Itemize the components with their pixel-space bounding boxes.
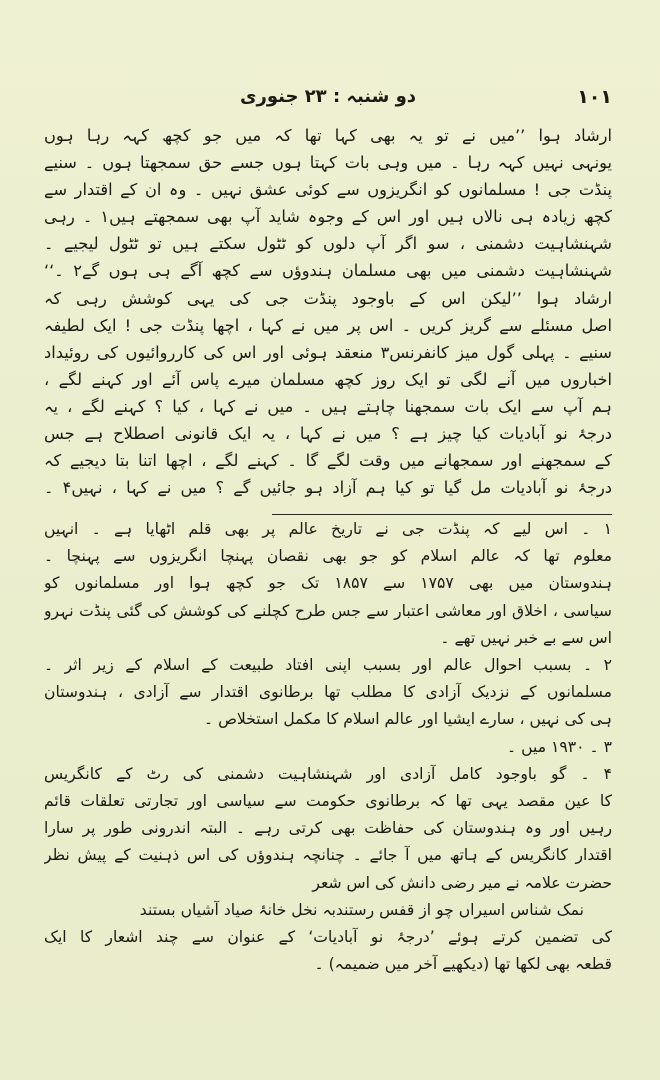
footnote-line: سیاسی ، اخلاق اور معاشی اعتبار سے جس طرح کچلنے کی کوشش کی گئی پنڈت نہرو (44, 601, 612, 620)
footnote-line: ہندوستان میں بھی ۱۷۵۷ سے ۱۸۵۷ تک جو کچھ ہوا اور مسلمانوں کو (44, 574, 612, 593)
footnote-line: معلوم تھا کہ عالم اسلام کو جو بھی نقصان پہنچا انگریزوں سے پہنچا ۔ (44, 547, 612, 566)
text-line: درجۂ نو آبادیات کیا چیز ہے ؟ میں نے کہا ، یہ ایک قانونی اصطلاح ہے جس (44, 424, 612, 444)
footnote-line: ۲ ۔ بسبب احوال عالم اور بسبب اپنی افتاد طبیعت کے اسلام کے زیر اثر ۔ (44, 656, 612, 675)
paragraph-2 (44, 285, 612, 502)
page-header (44, 86, 612, 110)
text-line: ارشاد ہوا ’’میں نے تو یہ بھی کہا تھا کہ میں جو کچھ کہہ رہا ہوں (44, 126, 612, 145)
footnote-divider (272, 514, 612, 515)
text-line: پنڈت جی ! مسلمانوں کو انگریزوں سے کوئی عشق نہیں ۔ وہ ان کے اقتدار سے (44, 180, 612, 200)
text-line: ہم آپ سے ایک بات سمجھنا چاہتے ہیں ۔ میں نے کہا ، کیا ؟ کہنے لگے ، یہ (44, 396, 612, 416)
running-title: دو شنبہ : ۲۳ جنوری (239, 86, 417, 107)
footnote-4-closing (44, 924, 612, 978)
verse-first-hemistich: نمک شناس اسیراں چو از قفس رستند (335, 900, 584, 919)
text-line: کچھ زیادہ ہی نالاں ہیں اور اس کے وجوہ شاید آپ بھی سمجھتے ہیں۱ ۔ رہی (44, 207, 612, 227)
footnote-4 (44, 761, 612, 897)
footnote-line: مسلمانوں کے نزدیک آزادی کا مطلب تھا برطانوی اقتدار سے آزادی ، ہندوستان (44, 683, 612, 702)
text-line: یونہی نہیں کہہ رہا ۔ میں وہی بات کہتا ہوں جسے حق سمجھتا ہوں ۔ سنیے (44, 153, 612, 173)
footnote-1 (44, 516, 612, 652)
footnote-line: ۱ ۔ اس لیے کہ پنڈت جی نے تاریخ عالم پر بھی قلم اٹھایا ہے ۔ انہیں (44, 520, 612, 538)
footnote-line: حضرت علامہ نے میر رضی دانش کی اس شعر (312, 873, 612, 892)
footnote-line: اس سے بے خبر نہیں تھے ۔ (440, 628, 612, 647)
footnote-line: کا عین مقصد یہی تھا کہ برطانوی حکومت سے سیاسی اور تجارتی تعلقات قائم (44, 792, 612, 811)
footnote-line: رہیں اور وہ ہندوستان کی حفاظت بھی کرتی رہے ۔ البتہ اندرونی طور پر سارا (44, 819, 612, 838)
text-line: ارشاد ہوا ’’لیکن اس کے باوجود پنڈت جی کی یہی کوشش رہی کہ (44, 288, 612, 308)
persian-verse (44, 897, 612, 924)
footnote-line: ۴ ۔ گو باوجود کامل آزادی اور شہنشاہیت دشمنی کی رٹ کے کانگریس (44, 764, 612, 783)
footnotes (44, 516, 612, 978)
text-line: سنیے ۔ پہلی گول میز کانفرنس۳ منعقد ہوئی اور اس کی کارروائیوں کی روئیداد (44, 342, 612, 362)
footnote-line: قطعہ بھی لکھا تھا (دیکھیے آخر میں ضمیمہ) ۔ (314, 955, 612, 974)
text-line: اصل مسئلے سے گریز کریں ۔ اس پر میں نے کہا ، اچھا پنڈت جی ! ایک لطیفہ (44, 315, 612, 335)
footnote-line: ۳ ۔ ۱۹۳۰ میں ۔ (507, 737, 612, 756)
text-line: شہنشاہیت دشمنی میں بھی مسلمان ہندوؤں سے کچھ آگے ہی ہوں گے۲ ۔‘‘ (44, 261, 612, 281)
text-line: اخباروں میں آنے لگی تو ایک روز کچھ مسلمان میرے پاس آئے اور کہنے لگے ، (44, 369, 612, 389)
paragraph-1 (44, 122, 612, 285)
footnote-line: اقتدار کانگریس کے ہاتھ میں آ جائے ۔ چنانچہ ہندوؤں کی اس ذہنیت کے پیش نظر (44, 846, 612, 865)
text-line: کے سمجھنے اور سمجھانے میں وقت لگے گا ۔ کہنے لگے ، اچھا اتنا بتا دیجیے کہ (44, 451, 612, 471)
main-text (44, 122, 612, 501)
text-line: درجۂ نو آبادیات مل گیا تو کیا ہم آزاد ہو جائیں گے ؟ میں نے کہا ، نہیں۴ ۔ (44, 478, 612, 498)
footnote-line: ہی کی نہیں ، سارے ایشیا اور عالم اسلام کا مکمل استخلاص ۔ (203, 710, 612, 729)
footnote-line: کی تضمین کرتے ہوئے ’درجۂ نو آبادیات‘ کے عنوان سے چند اشعار کا ایک (44, 928, 612, 947)
text-line: شہنشاہیت دشمنی ، سو اگر آپ دلوں کو ٹٹول سکتے ہیں تو ٹٹول لیجیے ۔ (44, 234, 612, 254)
footnote-3 (44, 734, 612, 761)
footnote-2 (44, 652, 612, 734)
page-number: ۱۰۱ (577, 86, 612, 108)
verse-second-hemistich: بہ نخل خانۂ صیاد آشیاں بستند (139, 900, 336, 919)
